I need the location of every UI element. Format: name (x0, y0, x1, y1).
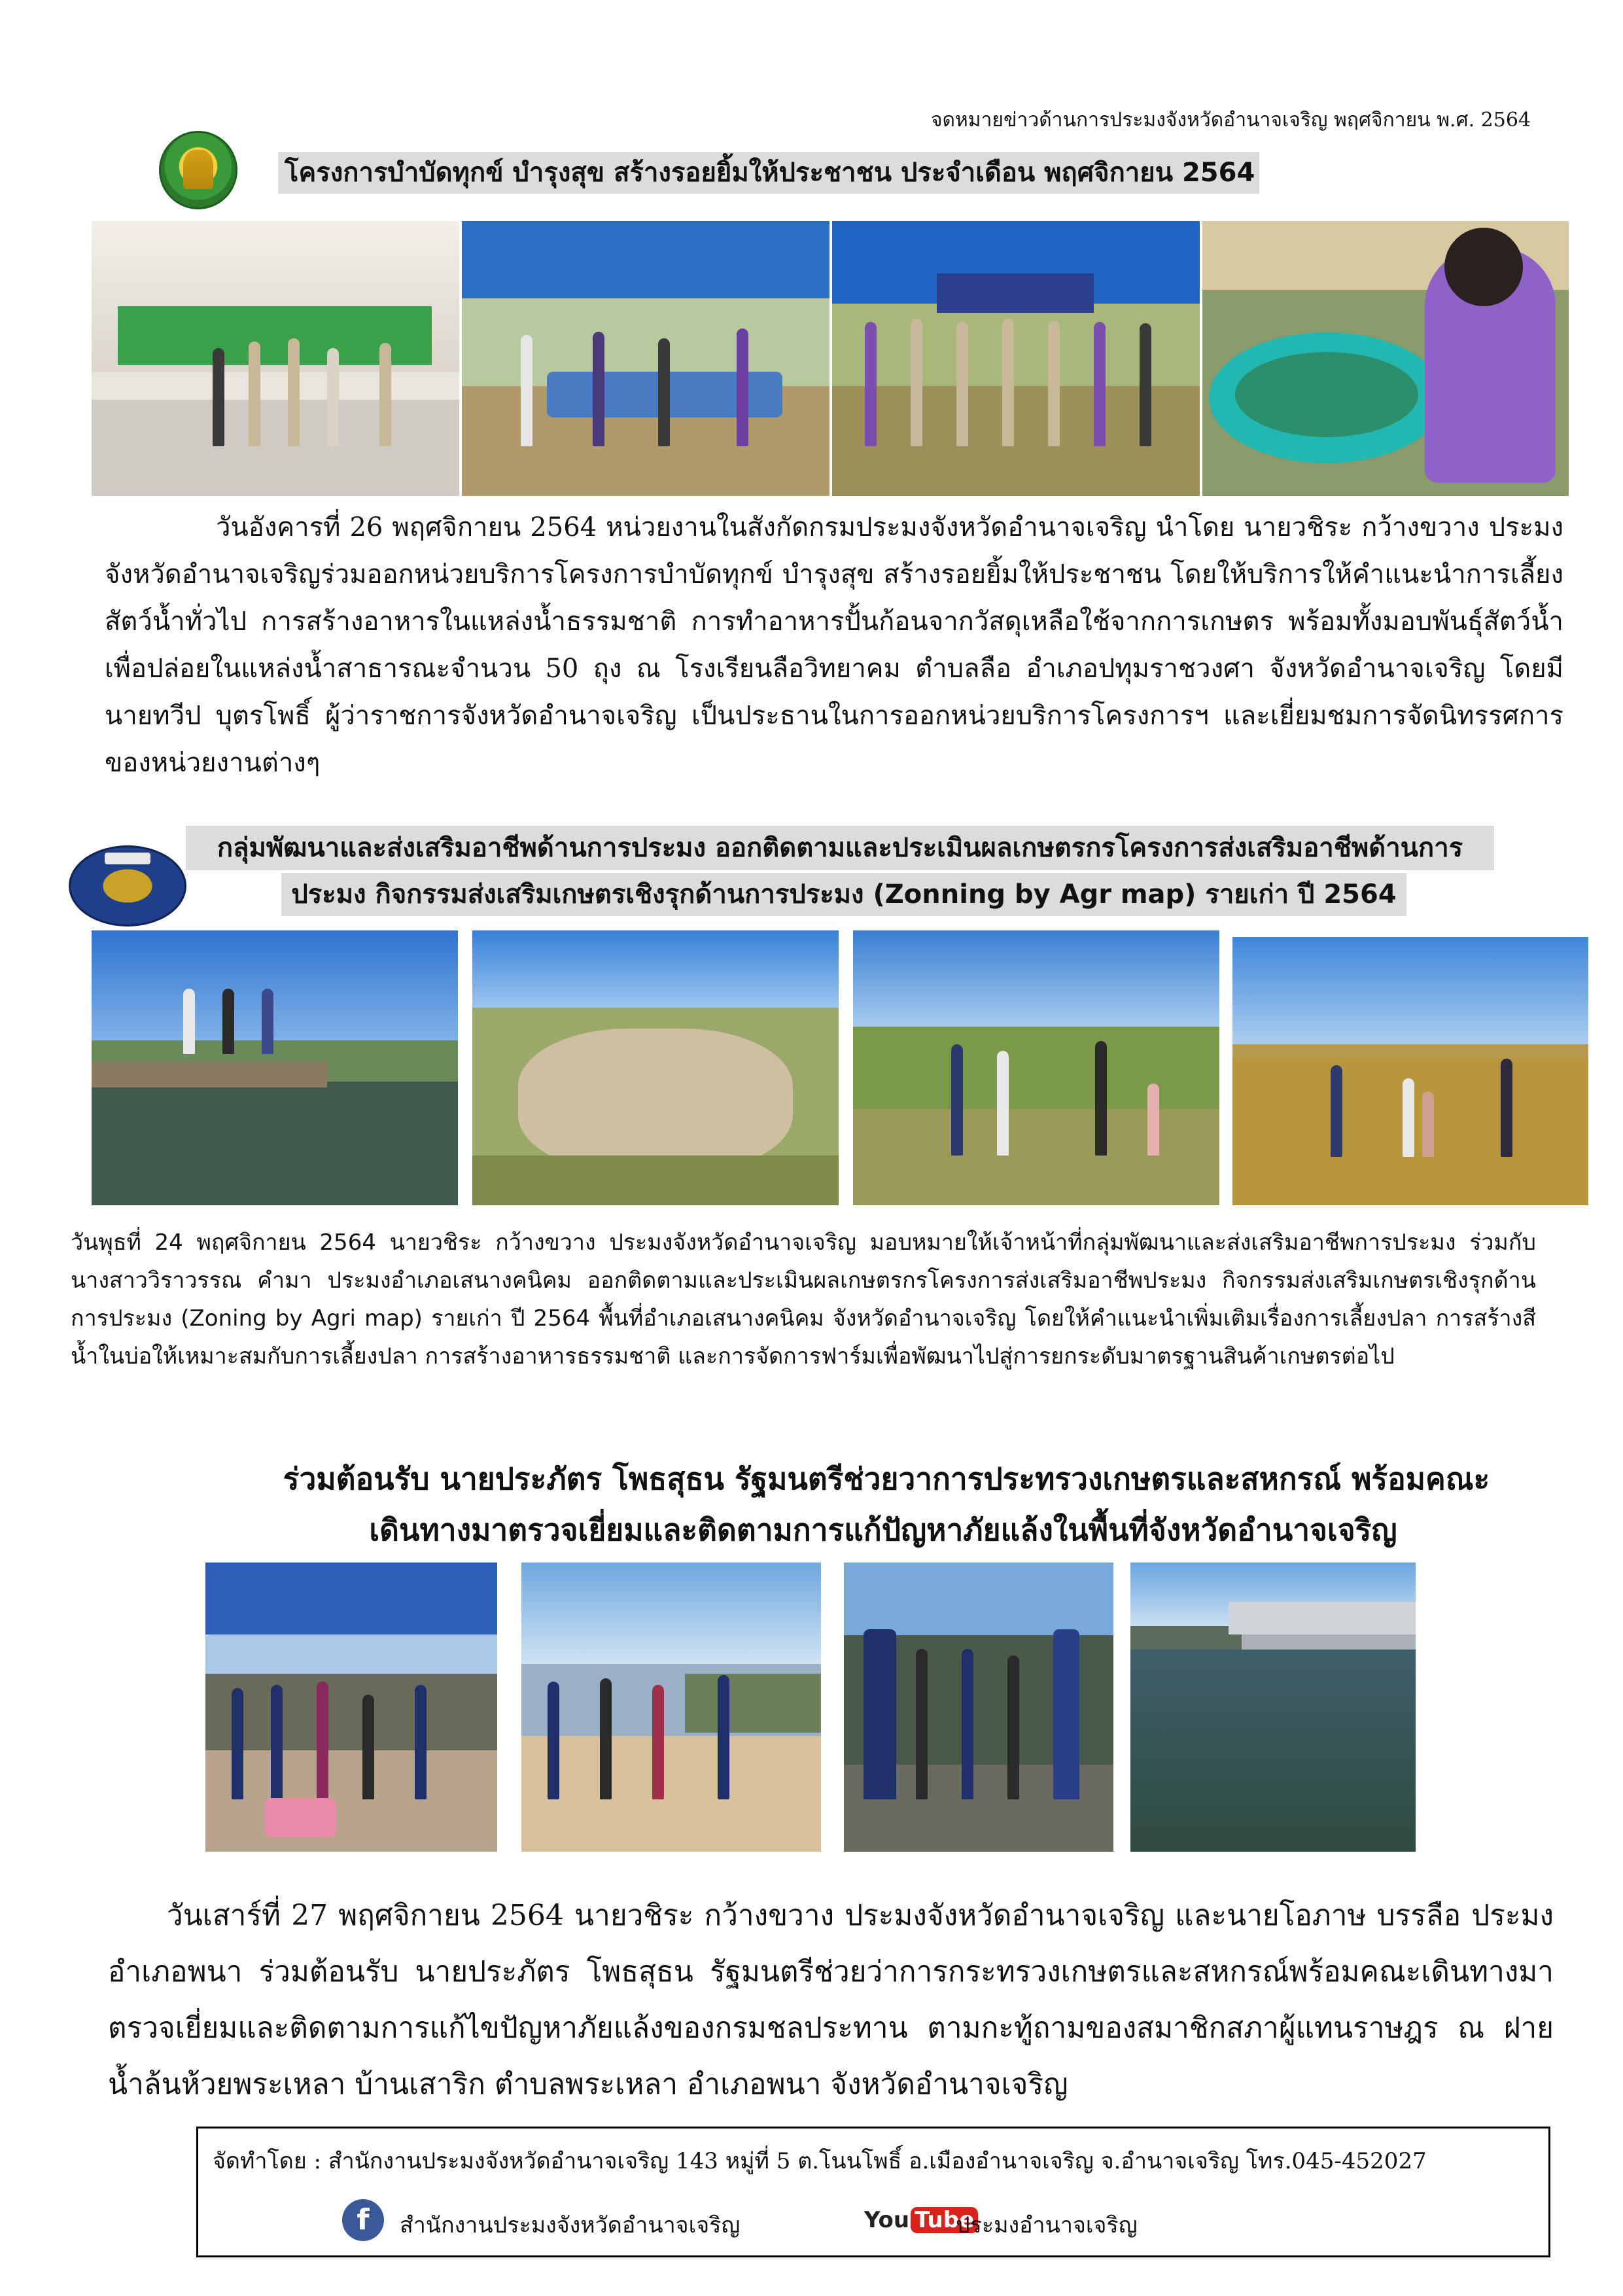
section2-photo-2 (472, 930, 839, 1205)
section3-photo-4 (1130, 1563, 1416, 1852)
section1-title: โครงการบำบัดทุกข์ บำรุงสุข สร้างรอยยิ้มให้ประชาชน ประจำเดือน พฤศจิกายน 2564 (278, 152, 1259, 194)
section3-photo-1 (205, 1563, 497, 1852)
youtube-icon[interactable]: You Tube (864, 2202, 978, 2238)
section2-body: วันพุธที่ 24 พฤศจิกายน 2564 นายวชิระ กว้างขวาง ประมงจังหวัดอำนาจเจริญ มอบหมายให้เจ้าหน้าที่กลุ่มพัฒนาและส่งเสริมอาชีพการประมง ร่วมกับ นางสาววิราวรรณ คำมา ประมงอำเภอเสนางคนิคม ออกติดตามและประเมินผลเกษตรกรโครงการส่งเสริมอาชีพประมง กิจกรรมส่งเสริมเกษตรเชิงรุกด้านการประมง (Zoning by Agri map) รายเก่า ปี 2564 พื้นที่อำเภอเสนางคนิคม จังหวัดอำนาจเจริญ โดยให้คำแนะนำเพิ่มเติมเรื่องการเลี้ยงปลา การสร้างสีน้ำในบ่อให้เหมาะสมกับการเลี้ยงปลา การสร้างอาหารธรรมชาติ และการจัดการฟาร์มเพื่อพัฒนาไปสู่การยกระดับมาตรฐานสินค้าเกษตรต่อไป (71, 1229, 1536, 1369)
section3-body: วันเสาร์ที่ 27 พฤศจิกายน 2564 นายวชิระ กว้างขวาง ประมงจังหวัดอำนาจเจริญ และนายโอภาษ บรรลือ ประมงอำเภอพนา ร่วมต้อนรับ นายประภัตร โพธสุธน รัฐมนตรีช่วยว่าการกระทรวงเกษตรและสหกรณ์พร้อมคณะเดินทางมาตรวจเยี่ยมและติดตามการแก้ไขปัญหาภัยแล้งของกรมชลประทาน ตามกะทู้ถามของสมาชิกสภาผู้แทนราษฎร ณ ฝายน้ำล้นห้วยพระเหลา บ้านเสาริก ตำบลพระเหลา อำเภอพนา จังหวัดอำนาจเจริญ (108, 1899, 1554, 2101)
section1-photo-4 (1202, 221, 1569, 496)
section1-photo-3 (832, 221, 1200, 496)
footer-box (196, 2127, 1550, 2257)
fisheries-logo-icon (159, 131, 237, 209)
section1-photo-1 (92, 221, 459, 496)
facebook-page-label[interactable]: สำนักงานประมงจังหวัดอำนาจเจริญ (400, 2212, 741, 2238)
section2-photo-3 (853, 930, 1219, 1205)
section2-title-line2: ประมง กิจกรรมส่งเสริมเกษตรเชิงรุกด้านการประมง (Zonning by Agr map) รายเก่า ปี 2564 (281, 873, 1406, 916)
section2-photo-4 (1232, 937, 1588, 1205)
footer-producer: จัดทำโดย : สำนักงานประมงจังหวัดอำนาจเจริญ 143 หมู่ที่ 5 ต.โนนโพธิ์ อ.เมืองอำนาจเจริญ จ.อำนาจเจริญ โทร.045-452027 (213, 2148, 1427, 2174)
newsletter-header-note: จดหมายข่าวด้านการประมงจังหวัดอำนาจเจริญ พฤศจิกายน พ.ศ. 2564 (930, 109, 1531, 132)
section3-title-line1: ร่วมต้อนรับ นายประภัตร โพธสุธน รัฐมนตรีช่วยวาการประทรวงเกษตรและสหกรณ์ พร้อมคณะ (283, 1461, 1490, 1496)
section2-photo-1 (92, 930, 458, 1205)
fisheries-department-logo-icon (69, 845, 186, 927)
section2-title-line1: กลุ่มพัฒนาและส่งเสริมอาชีพด้านการประมง ออกติดตามและประเมินผลเกษตรกรโครงการส่งเสริมอาชีพด้านการ (186, 826, 1494, 870)
facebook-icon[interactable]: f (342, 2199, 384, 2241)
section3-title-line2: เดินทางมาตรวจเยี่ยมและติดตามการแก้ปัญหาภัยแล้งในพื้นที่จังหวัดอำนาจเจริญ (369, 1512, 1397, 1547)
section1-body: วันอังคารที่ 26 พฤศจิกายน 2564 หน่วยงานในสังกัดกรมประมงจังหวัดอำนาจเจริญ นำโดย นายวชิระ กว้างขวาง ประมงจังหวัดอำนาจเจริญร่วมออกหน่วยบริการโครงการบำบัดทุกข์ บำรุงสุข สร้างรอยยิ้มให้ประชาชน โดยให้บริการให้คำแนะนำการเลี้ยงสัตว์น้ำทั่วไป การสร้างอาหารในแหล่งน้ำธรรมชาติ การทำอาหารปั้นก้อนจากวัสดุเหลือใช้จากการเกษตร พร้อมทั้งมอบพันธุ์สัตว์น้ำเพื่อปล่อยในแหล่งน้ำสาธารณะจำนวน 50 ถุง ณ โรงเรียนลือวิทยาคม ตำบลลือ อำเภอปทุมราชวงศา จังหวัดอำนาจเจริญ โดยมี นายทวีป บุตรโพธิ์ ผู้ว่าราชการจังหวัดอำนาจเจริญ เป็นประธานในการออกหน่วยบริการโครงการฯ และเยี่ยมชมการจัดนิทรรศการของหน่วยงานต่างๆ (105, 512, 1563, 778)
section3-photo-2 (521, 1563, 821, 1852)
section1-photo-2 (462, 221, 829, 496)
section3-photo-3 (844, 1563, 1113, 1852)
youtube-channel-label[interactable]: ประมงอำนาจเจริญ (956, 2212, 1138, 2238)
